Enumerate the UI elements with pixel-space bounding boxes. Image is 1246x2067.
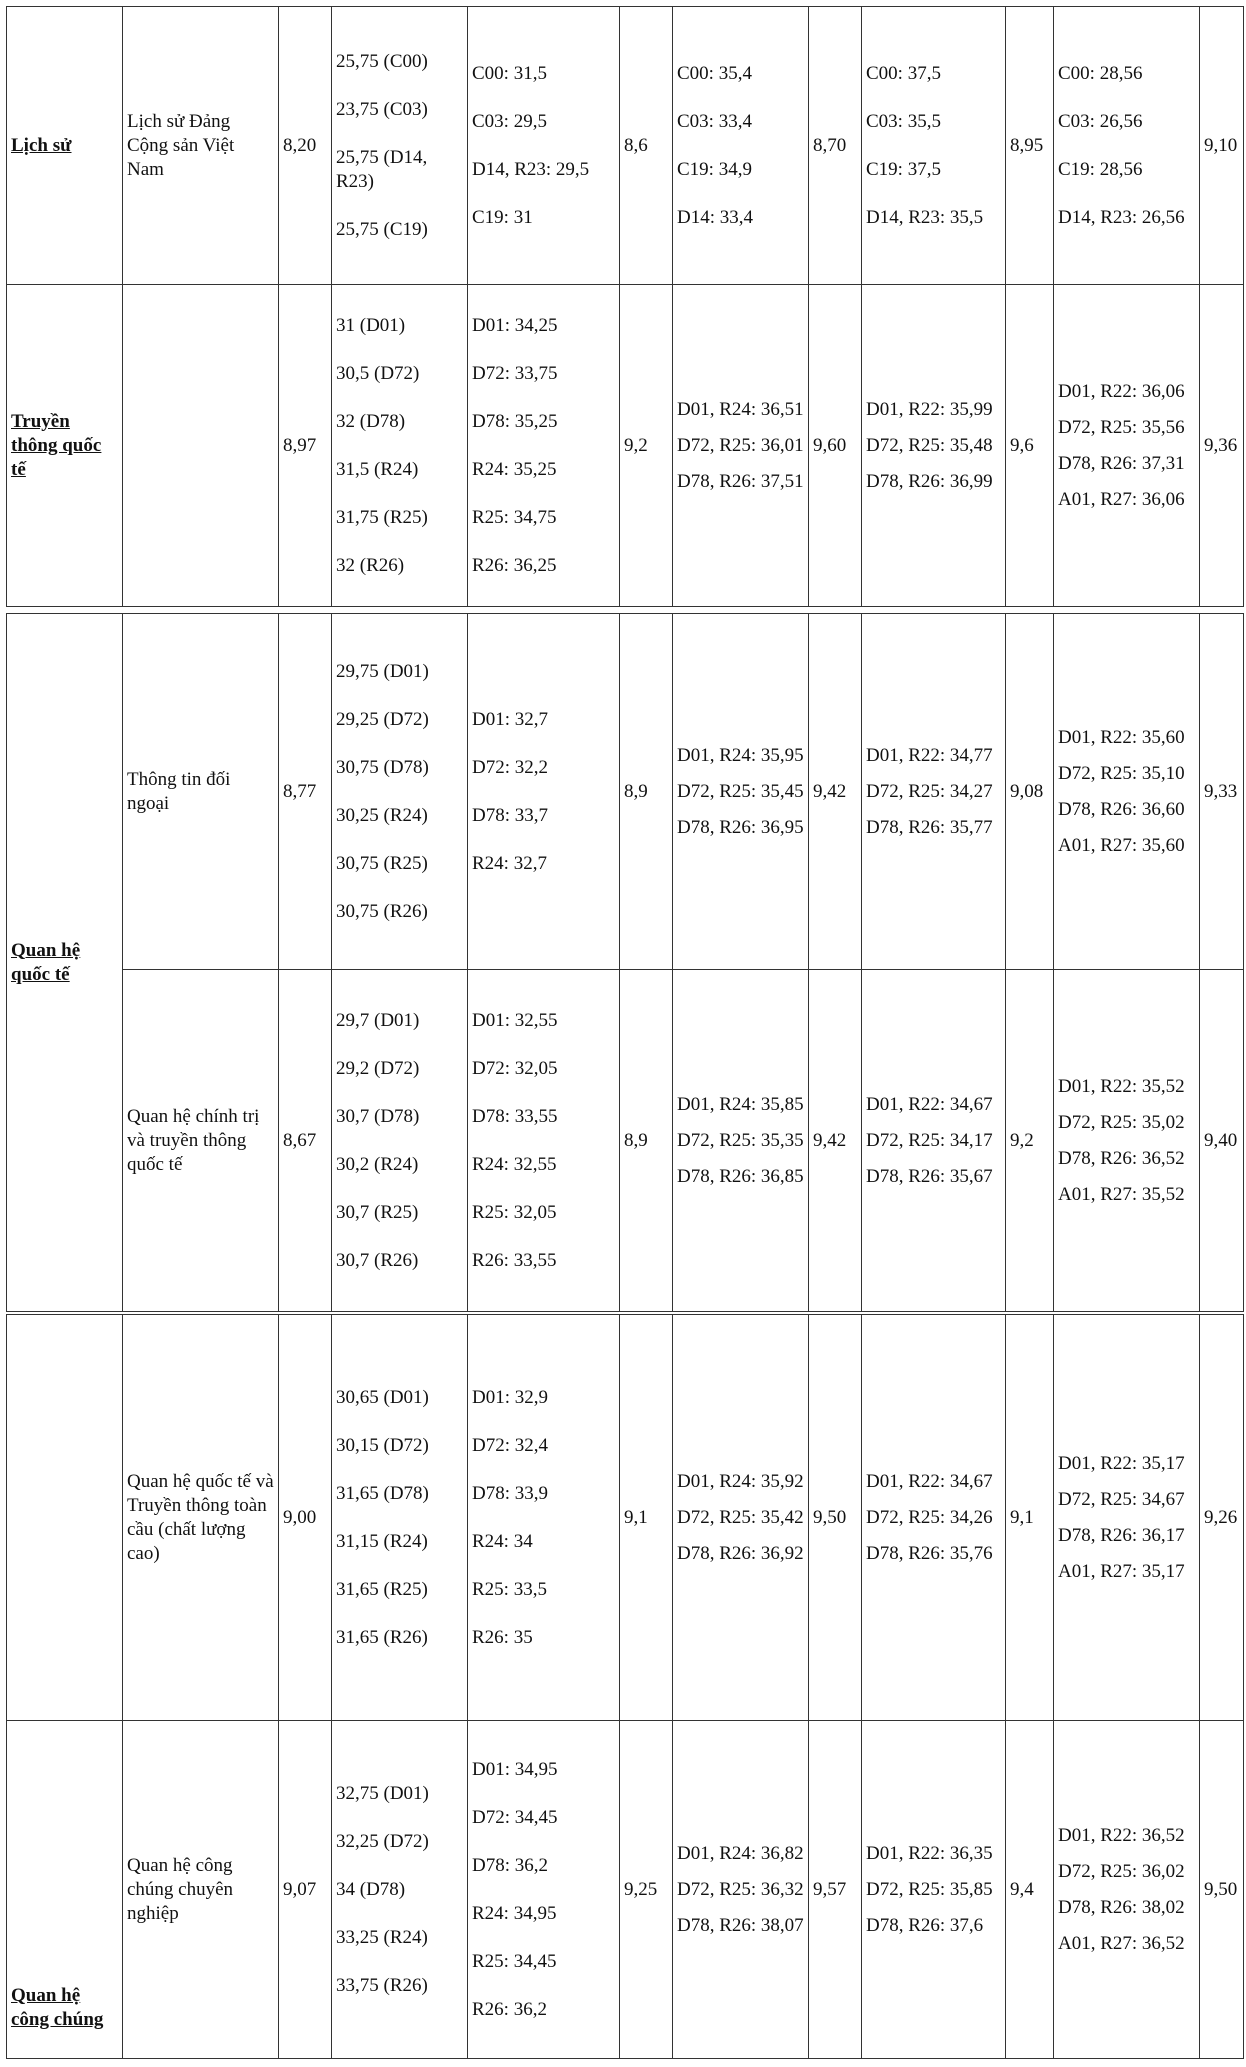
block-score: R25: 32,05	[472, 1201, 557, 1223]
block-score: R25: 34,45	[472, 1950, 557, 1972]
block-score: D78: 33,55	[472, 1105, 558, 1127]
block-score: D14, R23: 29,5	[472, 158, 590, 180]
score-cell: 8,70	[809, 7, 862, 285]
major-name	[7, 1315, 123, 1721]
block-score: R26: 36,25	[472, 554, 557, 576]
program-name: Lịch sử Đảng Cộng sản Việt Nam	[123, 7, 279, 285]
block-score: D72: 32,05	[472, 1057, 558, 1079]
block-score: D78, R26: 36,85	[677, 1165, 804, 1187]
block-scores-cell	[862, 614, 1006, 970]
block-scores-cell	[332, 7, 468, 285]
block-score: D78, R26: 36,99	[866, 470, 993, 492]
block-score: 25,75 (C00)	[336, 50, 428, 72]
block-score: R26: 35	[472, 1626, 533, 1648]
block-scores-cell	[332, 1315, 468, 1721]
block-scores-cell	[1054, 1315, 1200, 1721]
block-score: D78: 33,7	[472, 804, 548, 826]
block-scores-cell	[1054, 7, 1200, 285]
block-score: A01, R27: 36,52	[1058, 1932, 1185, 1954]
score-cell: 9,07	[279, 1721, 332, 2059]
block-score: D78, R26: 36,92	[677, 1542, 804, 1564]
score-cell: 8,77	[279, 614, 332, 970]
block-score: D72, R25: 35,35	[677, 1129, 804, 1151]
block-scores-cell	[332, 1721, 468, 2059]
block-score: R26: 33,55	[472, 1249, 557, 1271]
block-score: D01: 32,9	[472, 1386, 548, 1408]
block-score: C03: 35,5	[866, 110, 941, 132]
block-score: A01, R27: 35,17	[1058, 1560, 1185, 1582]
score-cell: 9,33	[1200, 614, 1244, 970]
block-score: D78: 35,25	[472, 410, 558, 432]
block-score: D78, R26: 36,52	[1058, 1147, 1185, 1169]
block-scores-cell	[862, 1721, 1006, 2059]
block-score: R24: 32,55	[472, 1153, 557, 1175]
block-score: D01, R22: 35,52	[1058, 1075, 1185, 1097]
block-score: R26: 36,2	[472, 1998, 547, 2020]
block-score: D78, R26: 36,60	[1058, 798, 1185, 820]
block-score: C19: 28,56	[1058, 158, 1143, 180]
block-score: D78: 36,2	[472, 1854, 548, 1876]
block-score: D01, R22: 34,67	[866, 1470, 993, 1492]
block-scores-cell	[332, 285, 468, 607]
score-cell: 8,9	[620, 970, 673, 1312]
block-score: 29,2 (D72)	[336, 1057, 420, 1079]
block-score: D01, R22: 34,77	[866, 744, 993, 766]
block-score: D01, R22: 36,35	[866, 1842, 993, 1864]
block-score: 30,75 (R26)	[336, 900, 428, 922]
block-score: 30,75 (D78)	[336, 756, 429, 778]
score-cell: 8,9	[620, 614, 673, 970]
block-score: 30,65 (D01)	[336, 1386, 429, 1408]
block-scores-cell	[468, 614, 620, 970]
program-name: Thông tin đối ngoại	[123, 614, 279, 970]
program-name: Quan hệ quốc tế và Truyền thông toàn cầu (chất lượng cao)	[123, 1315, 279, 1721]
block-score: D72: 32,4	[472, 1434, 548, 1456]
block-scores-cell	[468, 285, 620, 607]
block-score: C00: 37,5	[866, 62, 941, 84]
block-score: R25: 34,75	[472, 506, 557, 528]
block-score: D72, R25: 34,17	[866, 1129, 993, 1151]
score-cell: 9,42	[809, 970, 862, 1312]
block-score: A01, R27: 35,52	[1058, 1183, 1185, 1205]
block-score: D78, R26: 36,95	[677, 816, 804, 838]
major-name: Quan hệ công chúng	[7, 1721, 123, 2059]
score-cell: 9,26	[1200, 1315, 1244, 1721]
block-score: 30,75 (R25)	[336, 852, 428, 874]
score-cell: 9,40	[1200, 970, 1244, 1312]
block-scores-cell	[332, 970, 468, 1312]
block-score: 33,25 (R24)	[336, 1926, 428, 1948]
table-row	[7, 7, 1244, 285]
score-cell: 9,6	[1006, 285, 1054, 607]
score-cell: 8,67	[279, 970, 332, 1312]
block-score: 31,65 (D78)	[336, 1482, 429, 1504]
block-scores-cell	[673, 970, 809, 1312]
major-name: Lịch sử	[7, 7, 123, 285]
table-segment-1	[6, 6, 1244, 607]
block-score: D01, R22: 35,99	[866, 398, 993, 420]
block-score: D01: 34,95	[472, 1758, 558, 1780]
block-score: 32 (R26)	[336, 554, 405, 576]
block-score: 29,7 (D01)	[336, 1009, 420, 1031]
block-scores-cell	[673, 7, 809, 285]
block-scores-cell	[673, 1315, 809, 1721]
block-scores-cell	[862, 1315, 1006, 1721]
block-score: D01, R22: 36,52	[1058, 1824, 1185, 1846]
block-score: D78: 33,9	[472, 1482, 548, 1504]
block-score: R25: 33,5	[472, 1578, 547, 1600]
block-scores-cell	[1054, 285, 1200, 607]
block-score: D78, R26: 38,02	[1058, 1896, 1185, 1918]
admission-scores-table	[6, 6, 1243, 2059]
block-score: D72, R25: 35,56	[1058, 416, 1185, 438]
block-score: D72, R25: 34,27	[866, 780, 993, 802]
block-score: 31 (D01)	[336, 314, 406, 336]
block-score: D78, R26: 35,76	[866, 1542, 993, 1564]
block-score: 30,7 (R26)	[336, 1249, 419, 1271]
block-score: C00: 28,56	[1058, 62, 1143, 84]
block-score: D72, R25: 36,01	[677, 434, 804, 456]
score-cell: 9,1	[1006, 1315, 1054, 1721]
score-cell: 9,50	[809, 1315, 862, 1721]
block-scores-cell	[468, 970, 620, 1312]
score-cell: 9,57	[809, 1721, 862, 2059]
score-cell: 9,36	[1200, 285, 1244, 607]
block-scores-cell	[673, 614, 809, 970]
block-score: 31,65 (R25)	[336, 1578, 428, 1600]
block-score: D72: 34,45	[472, 1806, 558, 1828]
block-score: C19: 34,9	[677, 158, 752, 180]
block-scores-cell	[1054, 614, 1200, 970]
block-scores-cell	[1054, 970, 1200, 1312]
block-score: 30,2 (R24)	[336, 1153, 419, 1175]
block-score: 34 (D78)	[336, 1878, 406, 1900]
block-score: D01, R24: 35,95	[677, 744, 804, 766]
block-score: C19: 37,5	[866, 158, 941, 180]
block-score: 31,5 (R24)	[336, 458, 419, 480]
block-score: D01: 32,55	[472, 1009, 558, 1031]
block-score: D72, R25: 36,32	[677, 1878, 804, 1900]
block-score: D72, R25: 36,02	[1058, 1860, 1185, 1882]
block-score: C19: 31	[472, 206, 533, 228]
table-row	[7, 970, 1244, 1312]
block-score: 25,75 (D14, R23)	[336, 146, 428, 192]
block-score: R24: 34	[472, 1530, 533, 1552]
block-score: D72: 33,75	[472, 362, 558, 384]
score-cell: 9,00	[279, 1315, 332, 1721]
block-scores-cell	[673, 1721, 809, 2059]
block-scores-cell	[332, 614, 468, 970]
block-score: C00: 31,5	[472, 62, 547, 84]
score-cell: 8,97	[279, 285, 332, 607]
major-name: Truyền thông quốc tế	[7, 285, 123, 607]
block-scores-cell	[468, 7, 620, 285]
block-score: D78, R26: 38,07	[677, 1914, 804, 1936]
block-score: 25,75 (C19)	[336, 218, 428, 240]
block-score: A01, R27: 36,06	[1058, 488, 1185, 510]
block-score: C03: 33,4	[677, 110, 752, 132]
block-score: D01, R24: 36,82	[677, 1842, 804, 1864]
block-score: C00: 35,4	[677, 62, 752, 84]
block-score: D01, R22: 36,06	[1058, 380, 1185, 402]
block-score: 32,25 (D72)	[336, 1830, 429, 1852]
block-score: D14: 33,4	[677, 206, 753, 228]
score-cell: 8,95	[1006, 7, 1054, 285]
block-scores-cell	[1054, 1721, 1200, 2059]
block-scores-cell	[862, 7, 1006, 285]
block-score: 23,75 (C03)	[336, 98, 428, 120]
block-score: D01, R24: 35,85	[677, 1093, 804, 1115]
score-cell: 9,2	[1006, 970, 1054, 1312]
block-score: D72, R25: 34,67	[1058, 1488, 1185, 1510]
block-score: D14, R23: 26,56	[1058, 206, 1185, 228]
program-name	[123, 285, 279, 607]
major-name: Quan hệ quốc tế	[7, 614, 123, 1312]
block-score: 30,25 (R24)	[336, 804, 428, 826]
block-score: D72, R25: 35,48	[866, 434, 993, 456]
block-score: D01, R24: 36,51	[677, 398, 804, 420]
block-score: D78, R26: 35,67	[866, 1165, 993, 1187]
block-score: C03: 26,56	[1058, 110, 1143, 132]
block-score: D01: 32,7	[472, 708, 548, 730]
block-score: D01, R22: 35,60	[1058, 726, 1185, 748]
block-score: D78, R26: 37,31	[1058, 452, 1185, 474]
block-score: D72: 32,2	[472, 756, 548, 778]
table-segment-3	[6, 1314, 1244, 2059]
score-cell: 8,20	[279, 7, 332, 285]
block-score: D01, R24: 35,92	[677, 1470, 804, 1492]
score-cell: 9,10	[1200, 7, 1244, 285]
block-score: D72, R25: 35,02	[1058, 1111, 1185, 1133]
block-score: 30,7 (D78)	[336, 1105, 420, 1127]
score-cell: 9,42	[809, 614, 862, 970]
block-score: D01, R22: 35,17	[1058, 1452, 1185, 1474]
program-name: Quan hệ công chúng chuyên nghiệp	[123, 1721, 279, 2059]
table-row	[7, 285, 1244, 607]
block-score: D78, R26: 35,77	[866, 816, 993, 838]
block-score: D72, R25: 35,42	[677, 1506, 804, 1528]
block-score: D72, R25: 35,10	[1058, 762, 1185, 784]
score-cell: 8,6	[620, 7, 673, 285]
score-cell: 9,50	[1200, 1721, 1244, 2059]
block-score: 30,7 (R25)	[336, 1201, 419, 1223]
block-score: D78, R26: 37,6	[866, 1914, 984, 1936]
score-cell: 9,1	[620, 1315, 673, 1721]
block-score: 31,75 (R25)	[336, 506, 428, 528]
score-cell: 9,25	[620, 1721, 673, 2059]
block-score: A01, R27: 35,60	[1058, 834, 1185, 856]
block-scores-cell	[862, 970, 1006, 1312]
score-cell: 9,2	[620, 285, 673, 607]
block-score: D78, R26: 37,51	[677, 470, 804, 492]
block-score: 29,75 (D01)	[336, 660, 429, 682]
block-score: 33,75 (R26)	[336, 1974, 428, 1996]
block-score: D72, R25: 34,26	[866, 1506, 993, 1528]
score-cell: 9,60	[809, 285, 862, 607]
block-score: 31,15 (R24)	[336, 1530, 428, 1552]
score-cell: 9,4	[1006, 1721, 1054, 2059]
block-scores-cell	[468, 1721, 620, 2059]
block-score: R24: 34,95	[472, 1902, 557, 1924]
block-score: D14, R23: 35,5	[866, 206, 984, 228]
block-scores-cell	[673, 285, 809, 607]
block-scores-cell	[862, 285, 1006, 607]
block-score: R24: 32,7	[472, 852, 547, 874]
block-score: 30,15 (D72)	[336, 1434, 429, 1456]
block-score: 30,5 (D72)	[336, 362, 420, 384]
block-score: 32,75 (D01)	[336, 1782, 429, 1804]
block-score: R24: 35,25	[472, 458, 557, 480]
block-score: D78, R26: 36,17	[1058, 1524, 1185, 1546]
table-row	[7, 1721, 1244, 2059]
block-score: 31,65 (R26)	[336, 1626, 428, 1648]
table-row	[7, 1315, 1244, 1721]
block-score: 29,25 (D72)	[336, 708, 429, 730]
block-score: D01, R22: 34,67	[866, 1093, 993, 1115]
block-scores-cell	[468, 1315, 620, 1721]
block-score: C03: 29,5	[472, 110, 547, 132]
table-row	[7, 614, 1244, 970]
table-segment-2	[6, 613, 1244, 1312]
program-name: Quan hệ chính trị và truyền thông quốc tế	[123, 970, 279, 1312]
block-score: D72, R25: 35,85	[866, 1878, 993, 1900]
score-cell: 9,08	[1006, 614, 1054, 970]
block-score: D72, R25: 35,45	[677, 780, 804, 802]
block-score: 32 (D78)	[336, 410, 406, 432]
block-score: D01: 34,25	[472, 314, 558, 336]
